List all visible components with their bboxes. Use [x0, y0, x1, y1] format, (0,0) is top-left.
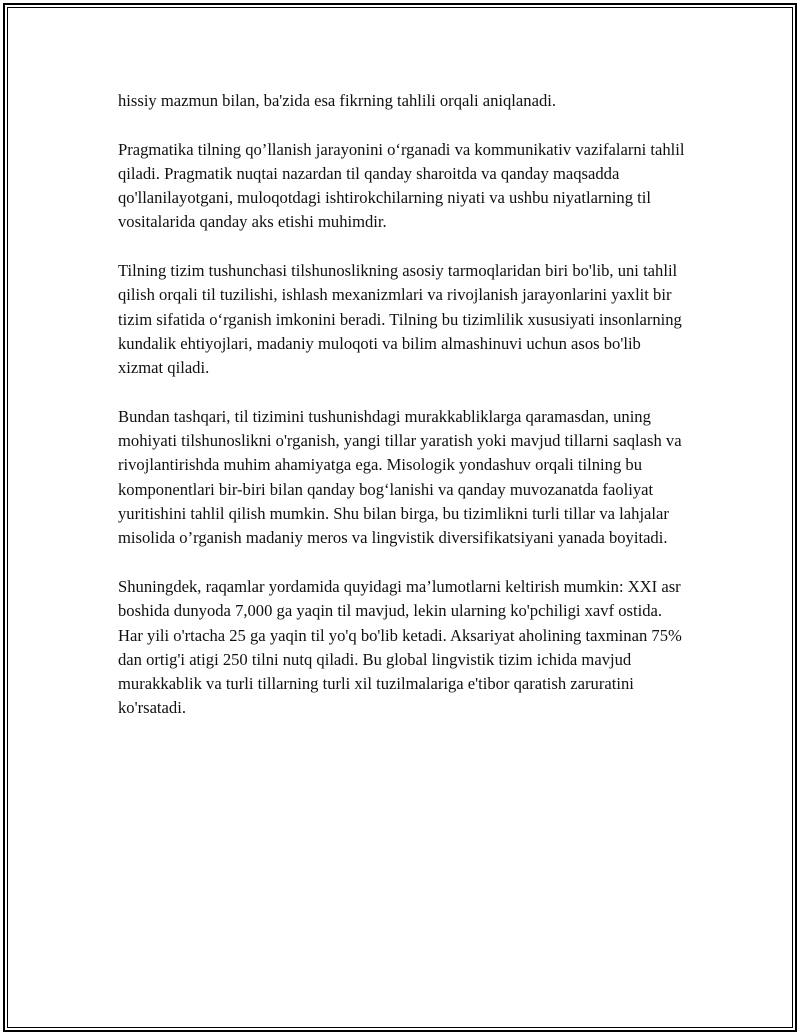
paragraph-5: Shuningdek, raqamlar yordamida quyidagi ma’lumotlarni keltirish mumkin: XXI asr boshida dunyoda 7,000 ga yaqin til mavjud, lekin ularning ko'pchiligi xavf ostida. Har yili o'rtacha 25 ga yaqin til yo'q bo'lib ketadi. Aksariyat aholining taxminan 75% dan ortig'i atigi 250 tilni nutq qiladi. Bu global lingvistik tizim ichida mavjud murakkablik va turli tillarning turli xil tuzilmalariga e'tibor qaratish zaruratini ko'rsatadi. [118, 576, 682, 718]
paragraph-4: Bundan tashqari, til tizimini tushunishdagi murakkabliklarga qaramasdan, uning mohiyati tilshunoslikni o'rganish, yangi tillar yaratish yoki mavjud tillarni saqlash va rivojlantirishda muhim ahamiyatga ega. Misologik yondashuv orqali tilning bu komponentlari bir-biri bilan qanday bog‘lanishi va qanday muvozanatda faoliyat yuritishini tahlil qilish mumkin. Shu bilan birga, bu tizimlikni turli tillar va lahjalar misolida o’rganish madaniy meros va lingvistik diversifikatsiyani yanada boyitadi. [118, 406, 682, 548]
document-body [118, 89, 686, 745]
paragraph-2: Pragmatika tilning qo’llanish jarayonini o‘rganadi va kommunikativ vazifalarni tahlil qiladi. Pragmatik nuqtai nazardan til qanday sharoitda va qanday maqsadda qo'llanilayotgani, muloqotdagi ishtirokchilarning niyati va ushbu niyatlarning til vositalarida qanday aks etishi muhimdir. [118, 139, 685, 232]
paragraph-3: Tilning tizim tushunchasi tilshunoslikning asosiy tarmoqlaridan biri bo'lib, uni tahlil qilish orqali til tuzilishi, ishlash mexanizmlari va rivojlanish jarayonlarini yaxlit bir tizim sifatida o‘rganish imkonini beradi. Tilning bu tizimlilik xususiyati insonlarning kundalik ehtiyojlari, madaniy muloqoti va bilim almashinuvi uchun asos bo'lib xizmat qiladi. [118, 261, 682, 378]
paragraph-1: hissiy mazmun bilan, ba'zida esa fikrning tahlili orqali aniqlanadi. [118, 91, 557, 110]
